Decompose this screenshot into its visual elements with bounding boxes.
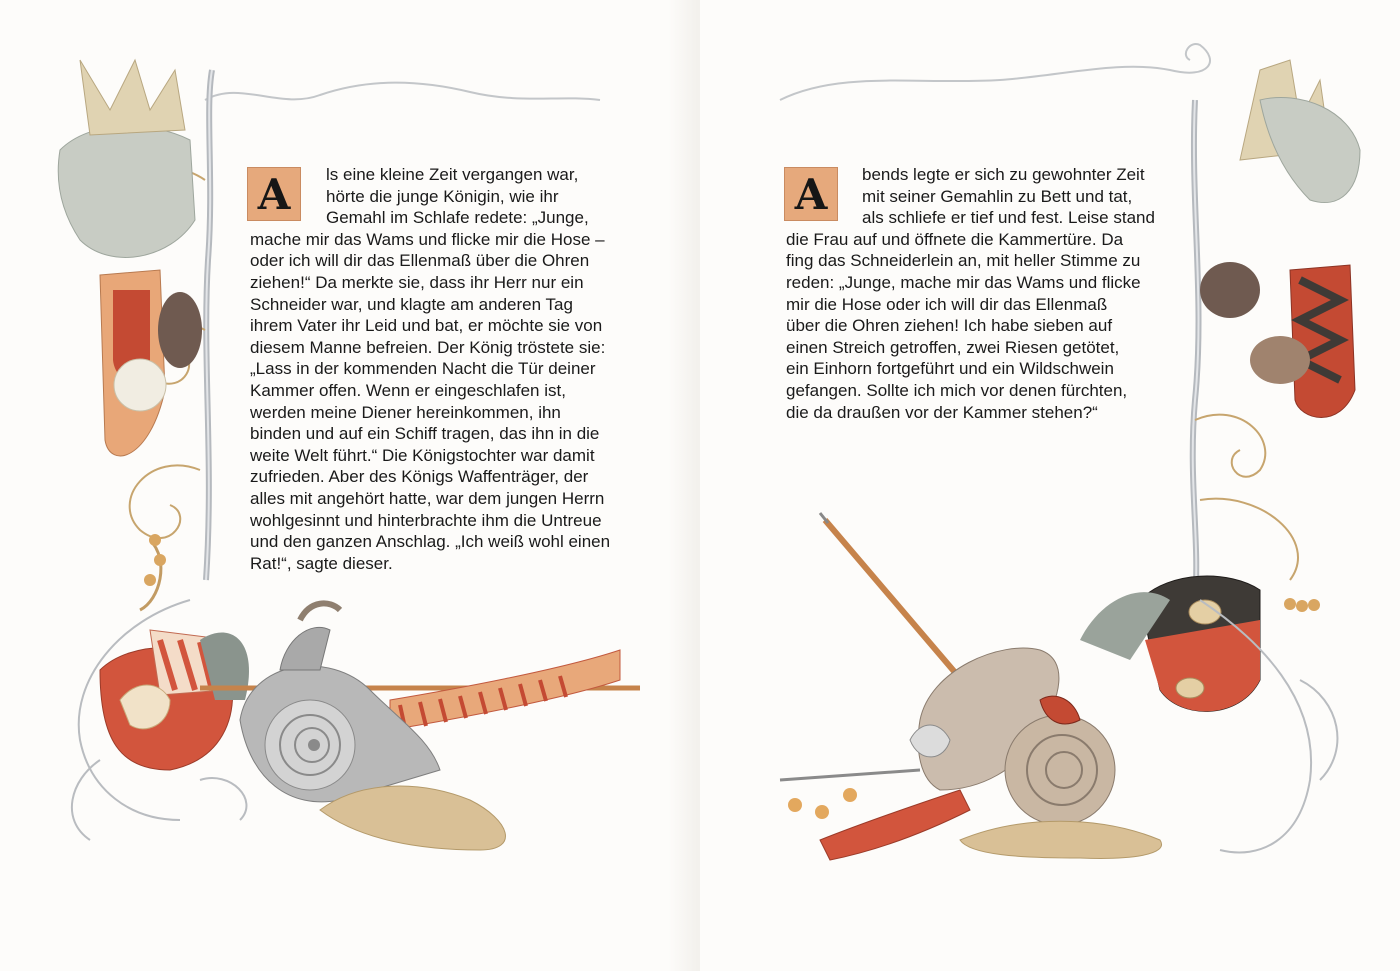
text-line: über die Ohren ziehen! Ich habe sieben auf (786, 316, 1113, 336)
text-line: zufrieden. Aber des Königs Waffenträger, der (250, 467, 589, 487)
text-line: Gemahl im Schlafe redete: „Junge, (326, 208, 589, 228)
text-line: bends legte er sich zu gewohnter Zeit (862, 165, 1145, 184)
text-line: Schneider war, und klagte am anderen Tag (250, 294, 573, 314)
text-line: mit seiner Gemahlin zu Bett und tat, (862, 186, 1133, 206)
text-line: hörte die junge Königin, wie ihr (326, 186, 559, 206)
left-body-text (250, 164, 610, 574)
text-line: einen Streich getroffen, zwei Riesen getötet, (786, 337, 1120, 357)
text-line: Kammer offen. Wenn er eingeschlafen ist, (250, 380, 566, 400)
text-line: gefangen. Sollte ich mich vor denen fürchten, (786, 380, 1128, 400)
right-page-illumination (700, 0, 1400, 971)
right-page (700, 0, 1400, 971)
text-line: alles mit angehört hatte, war dem jungen Herrn (250, 488, 605, 508)
text-line: und den ganzen Anschlag. „Ich weiß wohl einen (250, 532, 611, 552)
text-line: ein Einhorn fortgeführt und ein Wildschwein (786, 359, 1114, 379)
drop-cap-initial: A (784, 167, 838, 221)
text-line: fing das Schneiderlein an, mit heller Stimme zu (786, 251, 1141, 271)
right-body-text (786, 164, 1155, 423)
text-line: mir die Hose oder ich will dir das Ellenmaß (786, 294, 1108, 314)
text-line: reden: „Junge, mache mir das Wams und flicke (786, 272, 1141, 292)
text-line: ls eine kleine Zeit vergangen war, (326, 165, 579, 184)
text-line: werden meine Diener hereinkommen, ihn (250, 402, 561, 422)
text-line: ihrem Vater ihr Leid und bat, er möchte sie von (250, 316, 603, 336)
text-line: als schliefe er tief und fest. Leise stand (862, 208, 1155, 228)
text-line: mache mir das Wams und flicke mir die Hose – (250, 229, 605, 249)
text-line: Rat!“, sagte dieser. (250, 553, 393, 573)
text-line: oder ich will dir das Ellenmaß über die Ohren (250, 251, 590, 271)
text-line: „Lass in der kommenden Nacht die Tür deiner (250, 359, 596, 379)
text-line: wohlgesinnt und hinterbrachte ihm die Untreue (250, 510, 602, 530)
drop-cap-initial: A (247, 167, 301, 221)
text-line: ziehen!“ Da merkte sie, dass ihr Herr nur ein (250, 272, 584, 292)
text-line: diesem Manne befreien. Der König tröstete sie: (250, 337, 606, 357)
text-line: die da draußen vor der Kammer stehen?“ (786, 402, 1098, 422)
text-line: die Frau auf und öffnete die Kammertüre. Da (786, 229, 1124, 249)
text-line: binden und auf ein Schiff tragen, das ihn in die (250, 424, 600, 444)
text-line: weite Welt führt.“ Die Königstochter war damit (250, 445, 595, 465)
